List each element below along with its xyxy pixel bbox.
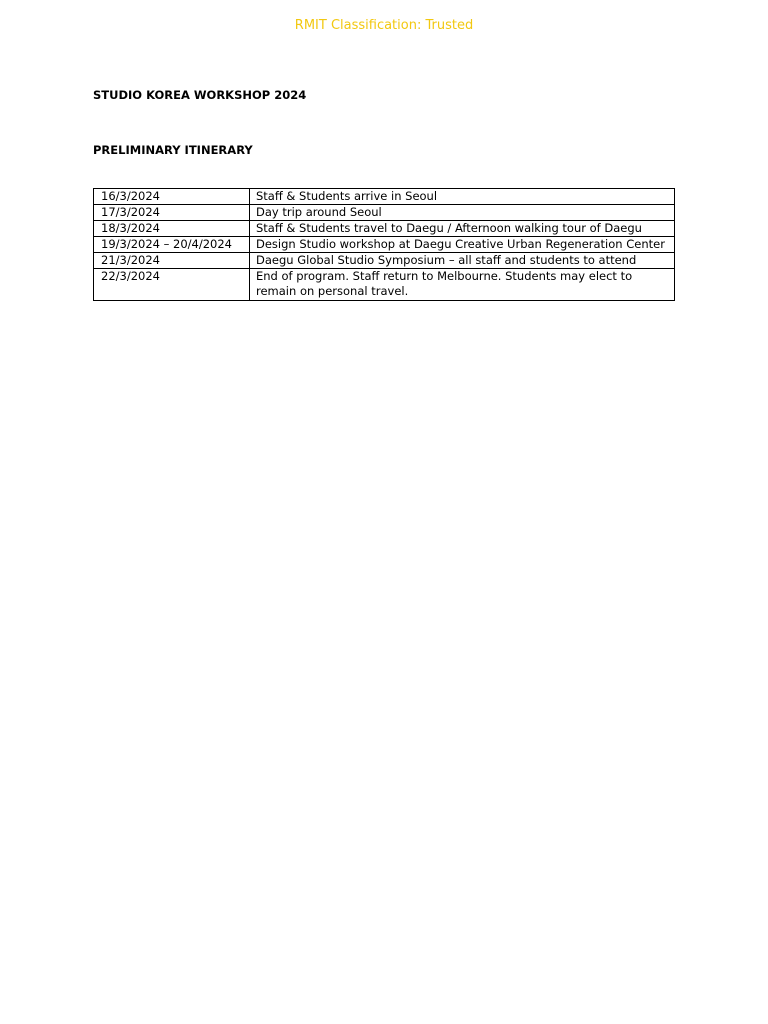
itinerary-activity: Daegu Global Studio Symposium – all staff and students to attend xyxy=(250,253,675,269)
itinerary-date: 22/3/2024 xyxy=(94,269,250,301)
table-row xyxy=(94,253,675,269)
itinerary-table xyxy=(93,188,675,301)
itinerary-activity: Design Studio workshop at Daegu Creative Urban Regeneration Center xyxy=(250,237,675,253)
itinerary-date: 16/3/2024 xyxy=(94,189,250,205)
itinerary-activity: Staff & Students travel to Daegu / Afternoon walking tour of Daegu xyxy=(250,221,675,237)
itinerary-activity: End of program. Staff return to Melbourne. Students may elect to remain on personal travel. xyxy=(250,269,675,301)
table-row xyxy=(94,189,675,205)
classification-label: RMIT Classification: Trusted xyxy=(294,18,474,33)
itinerary-date: 21/3/2024 xyxy=(94,253,250,269)
document-subtitle: PRELIMINARY ITINERARY xyxy=(93,143,253,157)
table-row xyxy=(94,237,675,253)
itinerary-activity: Day trip around Seoul xyxy=(250,205,675,221)
table-row xyxy=(94,269,675,301)
itinerary-date: 19/3/2024 – 20/4/2024 xyxy=(94,237,250,253)
itinerary-date: 18/3/2024 xyxy=(94,221,250,237)
itinerary-activity: Staff & Students arrive in Seoul xyxy=(250,189,675,205)
itinerary-date: 17/3/2024 xyxy=(94,205,250,221)
document-title: STUDIO KOREA WORKSHOP 2024 xyxy=(93,88,307,102)
table-row xyxy=(94,221,675,237)
table-row xyxy=(94,205,675,221)
